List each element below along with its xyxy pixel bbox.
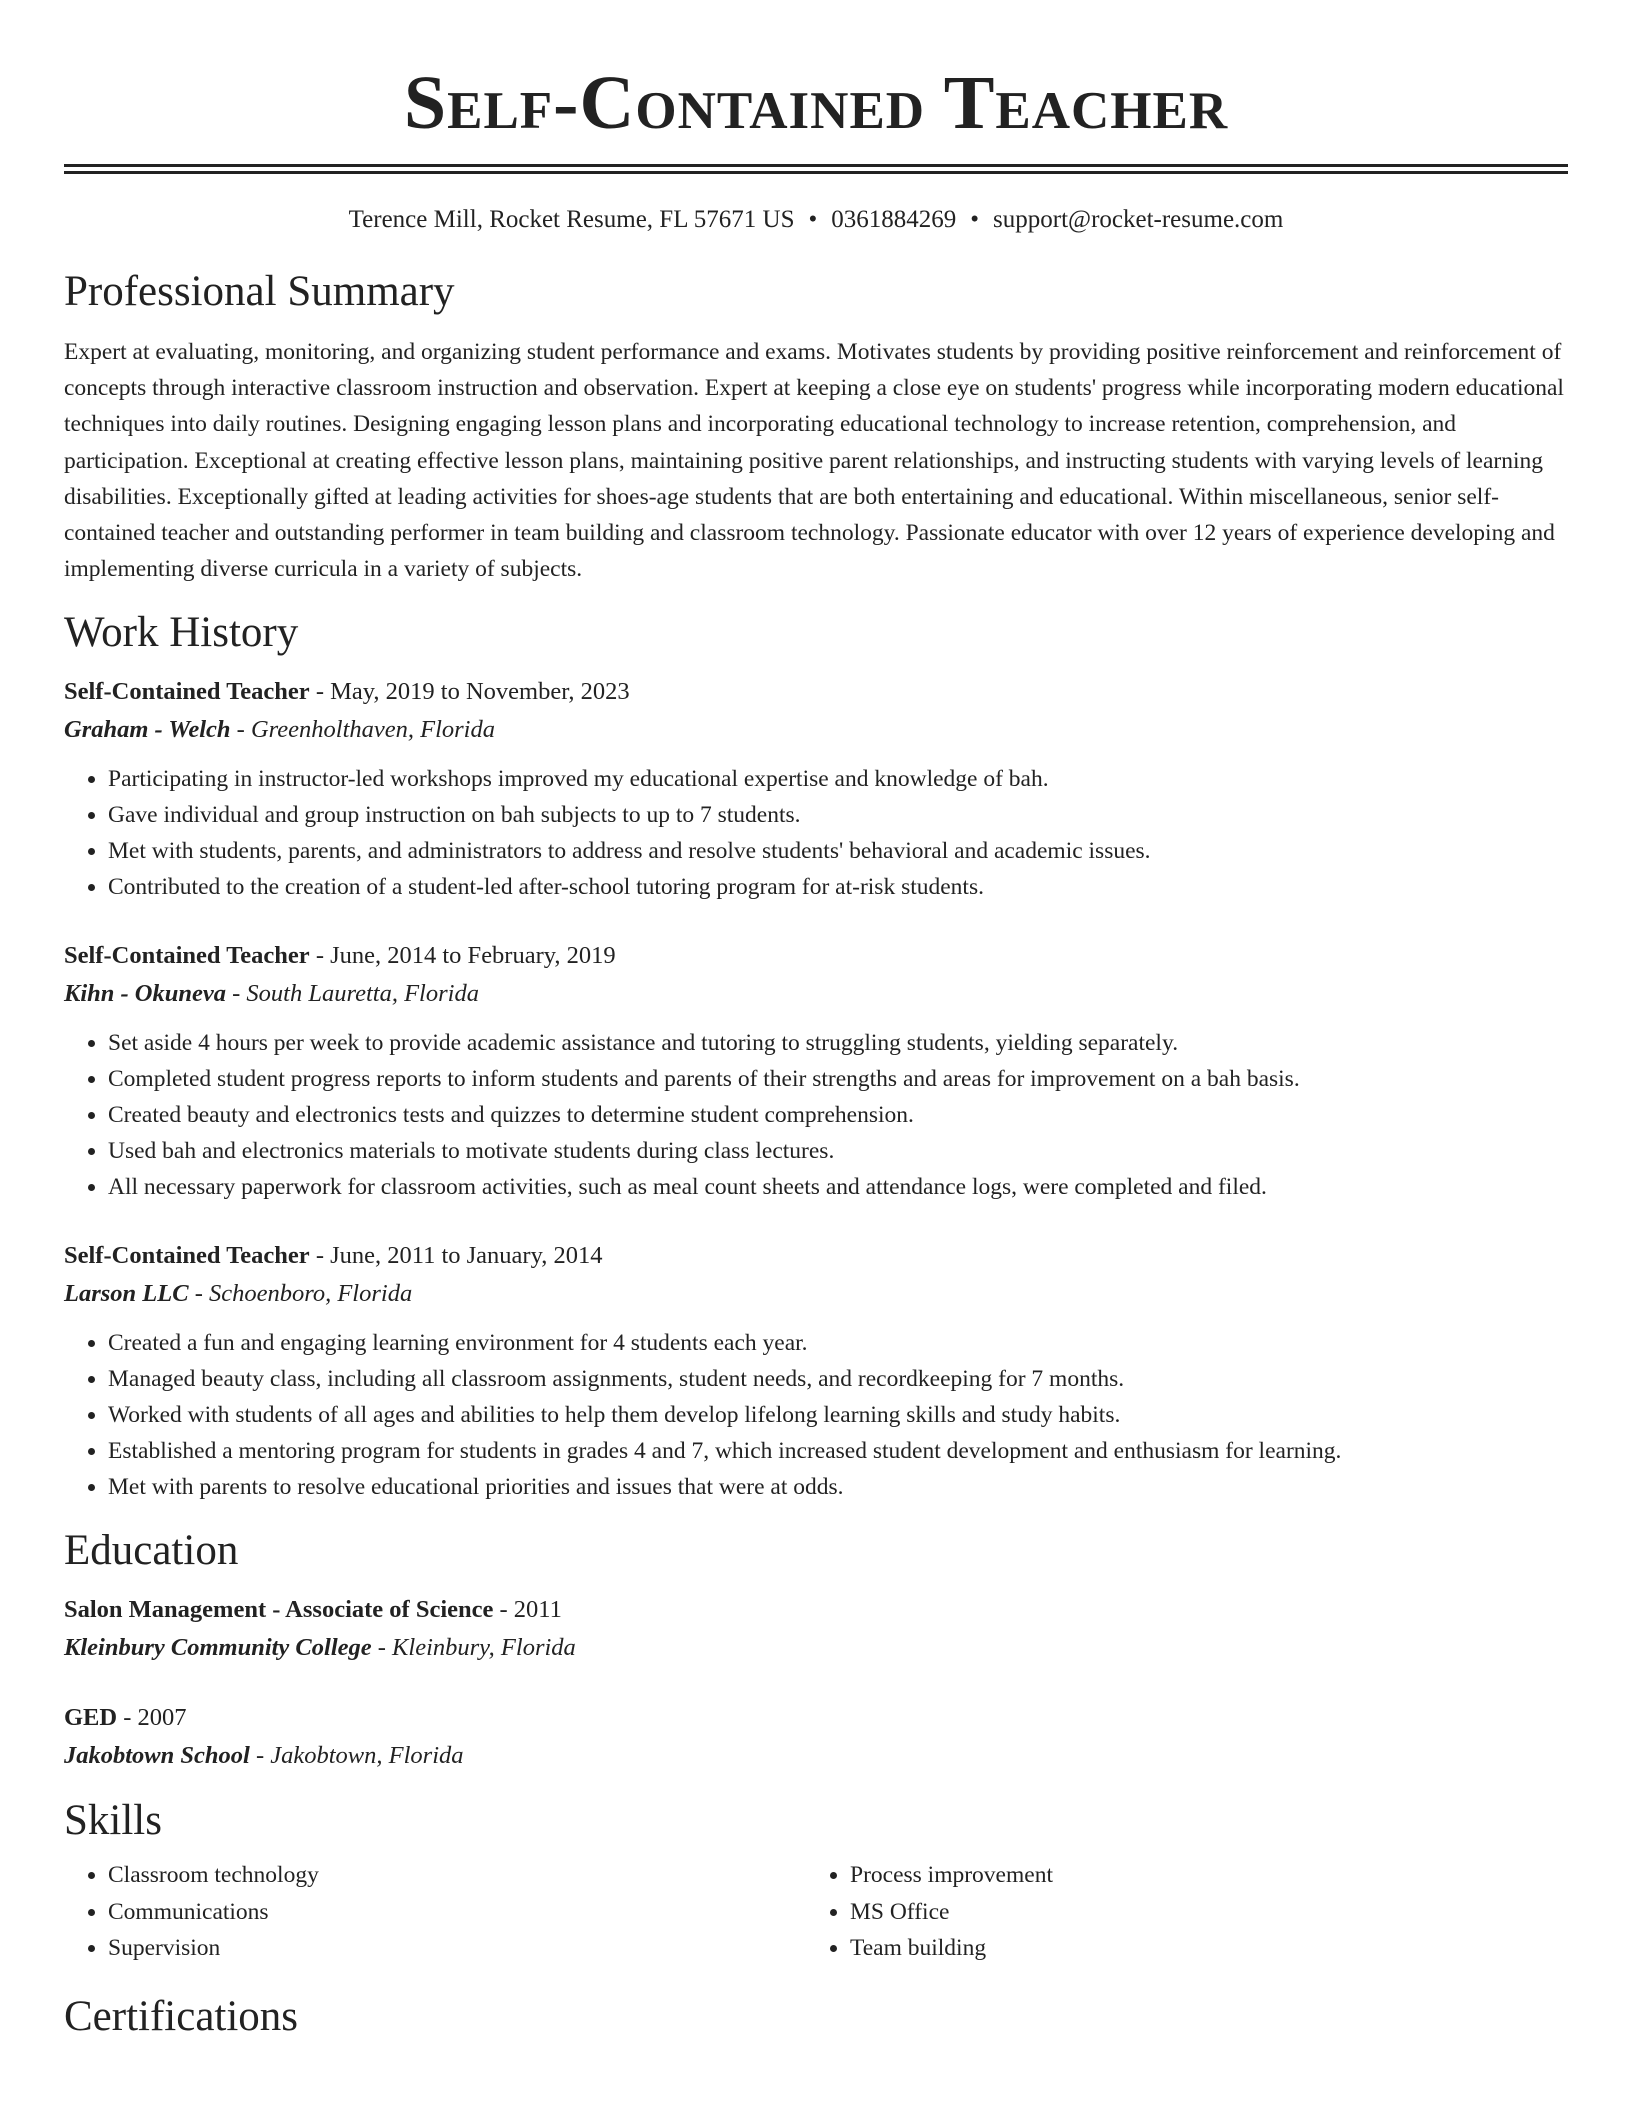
list-item: • Met with parents to resolve educational priorities and issues that were at odds.	[108, 1469, 1568, 1505]
job-employer-line	[64, 1275, 1568, 1313]
list-item: • MS Office	[850, 1894, 1548, 1931]
education-heading: Education	[64, 1527, 239, 1575]
list-item: • Worked with students of all ages and abilities to help them develop lifelong learning skills and study habits.	[108, 1397, 1568, 1433]
list-item: • Supervision	[108, 1930, 806, 1967]
job-bullets	[64, 1325, 1568, 1505]
job-entry	[64, 937, 1568, 1205]
list-item: • Classroom technology	[108, 1857, 806, 1894]
skills-list-left	[64, 1857, 806, 1967]
skills-section	[64, 1795, 1568, 1967]
job-dates: - June, 2011 to January, 2014	[309, 1242, 603, 1270]
contact-address: Terence Mill, Rocket Resume, FL 57671 US	[348, 206, 795, 233]
list-item: • Met with students, parents, and administrators to address and resolve students' behavioral and academic issues.	[108, 833, 1568, 869]
list-item: • Created beauty and electronics tests and quizzes to determine student comprehension.	[108, 1097, 1568, 1133]
list-item: • Contributed to the creation of a student-led after-school tutoring program for at-risk students.	[108, 869, 1568, 905]
job-location: - South Lauretta, Florida	[226, 980, 479, 1008]
education-degree: Salon Management - Associate of Science	[64, 1596, 494, 1624]
job-header	[64, 1237, 1568, 1275]
education-degree: GED	[64, 1704, 118, 1732]
summary-section	[64, 266, 1568, 587]
job-title: Self-Contained Teacher	[64, 1242, 310, 1270]
list-item: • All necessary paperwork for classroom activities, such as meal count sheets and attendance logs, were completed and filed.	[108, 1169, 1568, 1205]
certifications-heading: Certifications	[64, 1992, 299, 2040]
education-location: - Jakobtown, Florida	[249, 1742, 464, 1770]
job-location: - Schoenboro, Florida	[188, 1280, 413, 1308]
education-degree-line	[64, 1591, 1568, 1629]
education-entry	[64, 1591, 1568, 1667]
job-bullets	[64, 761, 1568, 905]
education-school: Jakobtown School	[64, 1742, 250, 1770]
list-item: • Created a fun and engaging learning environment for 4 students each year.	[108, 1325, 1568, 1361]
list-item: • Gave individual and group instruction on bah subjects to up to 7 students.	[108, 797, 1568, 833]
education-location: - Kleinbury, Florida	[371, 1634, 576, 1662]
list-item: • Set aside 4 hours per week to provide academic assistance and tutoring to struggling students, yielding separately.	[108, 1025, 1568, 1061]
job-employer: Graham - Welch	[64, 716, 231, 744]
job-entry	[64, 1237, 1568, 1505]
contact-phone: 0361884269	[831, 206, 957, 233]
list-item: • Participating in instructor-led workshops improved my educational expertise and knowledge of bah.	[108, 761, 1568, 797]
job-header	[64, 673, 1568, 711]
education-year: - 2007	[117, 1704, 187, 1732]
list-item: • Communications	[108, 1894, 806, 1931]
job-dates: - May, 2019 to November, 2023	[309, 678, 630, 706]
education-school: Kleinbury Community College	[64, 1634, 372, 1662]
education-section	[64, 1525, 1568, 1775]
skills-list-right	[806, 1857, 1548, 1967]
job-location: - Greenholthaven, Florida	[230, 716, 495, 744]
list-item: • Completed student progress reports to inform students and parents of their strengths and areas for improvement on a bah basis.	[108, 1061, 1568, 1097]
contact-separator: •	[808, 206, 818, 233]
title-double-rule	[64, 164, 1568, 174]
job-title: Self-Contained Teacher	[64, 942, 310, 970]
work-history-section	[64, 607, 1568, 1505]
job-employer: Larson LLC	[64, 1280, 189, 1308]
certifications-section	[64, 1991, 1568, 2043]
job-bullets	[64, 1025, 1568, 1205]
job-employer-line	[64, 711, 1568, 749]
summary-text: Expert at evaluating, monitoring, and organizing student performance and exams. Motivates students by providing positive reinforcement and reinforcement of concepts through interactive classroom instruction and observation. Expert at keeping a close eye on students' progress while incorporating modern educational techniques into daily routines. Designing engaging lesson plans and incorporating educational technology to increase retention, comprehension, and participation. Exceptional at creating effective lesson plans, maintaining positive parent relationships, and instructing students with varying levels of learning disabilities. Exceptionally gifted at leading activities for shoes-age students that are both entertaining and educational. Within miscellaneous, senior self-contained teacher and outstanding performer in team building and classroom technology. Passionate educator with over 12 years of experience developing and implementing diverse curricula in a variety of subjects.	[64, 339, 1564, 583]
job-title: Self-Contained Teacher	[64, 678, 310, 706]
education-school-line	[64, 1629, 1568, 1667]
education-year: - 2011	[493, 1596, 562, 1624]
contact-line	[64, 204, 1568, 236]
summary-heading: Professional Summary	[64, 268, 455, 315]
education-school-line	[64, 1737, 1568, 1775]
skills-columns	[64, 1857, 1568, 1967]
list-item: • Used bah and electronics materials to motivate students during class lectures.	[108, 1133, 1568, 1169]
job-employer-line	[64, 975, 1568, 1013]
education-degree-line	[64, 1699, 1568, 1737]
list-item: • Established a mentoring program for students in grades 4 and 7, which increased student development and enthusiasm for learning.	[108, 1433, 1568, 1469]
job-header	[64, 937, 1568, 975]
resume-page	[64, 0, 1568, 2043]
resume-title: Self-Contained Teacher	[403, 61, 1229, 145]
skills-heading: Skills	[64, 1797, 162, 1845]
work-history-heading: Work History	[64, 609, 299, 657]
contact-email: support@rocket-resume.com	[993, 206, 1284, 233]
list-item: • Team building	[850, 1930, 1548, 1967]
education-entry	[64, 1699, 1568, 1775]
contact-separator: •	[970, 206, 980, 233]
job-dates: - June, 2014 to February, 2019	[309, 942, 616, 970]
list-item: • Managed beauty class, including all classroom assignments, student needs, and recordkeeping for 7 months.	[108, 1361, 1568, 1397]
job-employer: Kihn - Okuneva	[64, 980, 227, 1008]
list-item: • Process improvement	[850, 1857, 1548, 1894]
job-entry	[64, 673, 1568, 905]
